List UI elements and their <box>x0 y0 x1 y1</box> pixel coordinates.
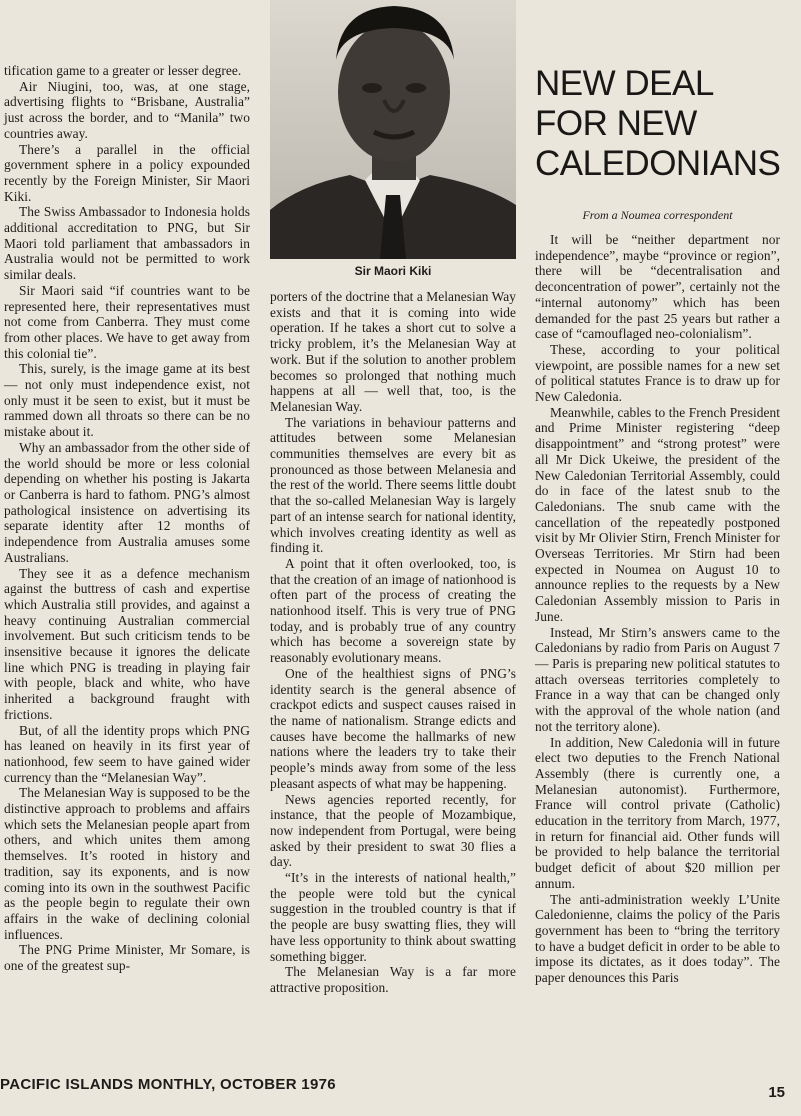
page-number: 15 <box>768 1084 785 1101</box>
article-paragraph: porters of the doctrine that a Melanesian Way exists and that it is coming into wide operation. If he takes a short cut to solve a tricky problem, it’s the Melanesian Way at work. But if the solution to another problem becomes so prolonged that nothing much happens at all — well that, too, is the Melanesian Way. <box>270 289 516 414</box>
article-column-right <box>535 232 780 986</box>
article-paragraph: The PNG Prime Minister, Mr Somare, is one of the greatest sup- <box>4 942 250 974</box>
article-paragraph: But, of all the identity props which PNG has leaned on heavily in its first year of nationhood, few seem to have gained wider currency than the “Melanesian Way”. <box>4 722 250 785</box>
article-paragraph: tification game to a greater or lesser degree. <box>4 63 242 78</box>
article-byline: From a Noumea correspondent <box>582 208 733 222</box>
article-paragraph: Air Niugini, too, was, at one stage, advertising flights to “Brisbane, Australia” just across the border, and to “Manila” two countries away. <box>4 78 250 141</box>
article-paragraph: The variations in behaviour patterns and attitudes between some Melanesian communities themselves are every bit as pronounced as those between Melanesia and the rest of the world. There seems little doubt that the so-called Melanesian Way is largely part of an intense search for national identity, which involves creating identity as well as finding it. <box>270 414 516 556</box>
article-paragraph: Instead, Mr Stirn’s answers came to the Caledonians by radio from Paris on August 7 — Paris is preparing new political statutes to attach overseas territories completely to France in a way that can be changed only with the approval of the whole nation (and not the territory alone). <box>535 624 780 734</box>
article-column-left <box>4 63 250 974</box>
article-paragraph: These, according to your political viewpoint, are possible names for a new set of political statutes France is to draw up for New Caledonia. <box>535 341 780 405</box>
article-paragraph: “It’s in the interests of national health,” the people were told but the cynical suggestion in the troubled country is that if the people are busy swatting flies, they will have less opportunity to think about swatting something bigger. <box>270 870 516 964</box>
photo-caption: Sir Maori Kiki <box>354 264 432 278</box>
article-paragraph: News agencies reported recently, for instance, that the people of Mozambique, now independent from Portugal, were being asked by their president to swat 30 flies a day. <box>270 791 516 870</box>
article-paragraph: In addition, New Caledonia will in future elect two deputies to the French National Assembly (there is currently one, a Melanesian autonomist). Furthermore, France will control private (Catholic) education in the territory from March, 1977, in return for financial aid. Other funds will be provided to help balance the territorial budget deficit of about $20 million per annum. <box>535 734 780 891</box>
article-column-middle <box>270 289 516 996</box>
headline-line: CALEDONIANS <box>535 144 781 183</box>
portrait-photo <box>270 0 516 259</box>
headline-line: FOR NEW <box>535 104 697 143</box>
article-paragraph: The Melanesian Way is supposed to be the distinctive approach to problems and affairs which sets the Melanesian people apart from others, and which unites them among themselves. It’s rooted in history and tradition, say its exponents, and is now coming into its own in the southwest Pacific as the people begin to regulate their own affairs in the wake of declining colonial influences. <box>4 785 250 942</box>
article-headline <box>535 64 785 184</box>
article-paragraph: They see it as a defence mechanism against the buttress of cash and expertise which Australia still provides, and against a heavy continuing Australian commercial involvement. But such criticism tends to be insensitive because it ignores the delicate line which PNG is treading in playing fair with people, black and white, who have inherited a background fraught with frictions. <box>4 565 250 722</box>
article-paragraph: It will be “neither department nor independence”, maybe “province or region”, there will be “decentralisation and deconcentration of power”, certainly not the “internal autonomy” which has been demanded for the past 25 years but rather a case of “camouflaged neo-colonialism”. <box>535 232 780 342</box>
article-paragraph: There’s a parallel in the official government sphere in a policy expounded recently by the Foreign Minister, Sir Maori Kiki. <box>4 141 250 204</box>
portrait-image <box>270 0 516 259</box>
article-paragraph: The anti-administration weekly L’Unite Caledonienne, claims the policy of the Paris government has been to “bring the territory to have a budget deficit in order to be able to impose its dictates, as it does today”. The paper denounces this Paris <box>535 891 780 986</box>
article-paragraph: One of the healthiest signs of PNG’s identity search is the general absence of crackpot edicts and suspect causes raised in the name of nationalism. Strange edicts and causes have become the hallmarks of new nations where the leaders try to take their people’s minds away from some of the less pleasant aspects of what may be happening. <box>270 665 516 791</box>
article-paragraph: This, surely, is the image game at its best — not only must independence exist, not only must it be seen to exist, but it must be rammed down all throats so there can be no mistake about it. <box>4 361 250 440</box>
article-paragraph: Why an ambassador from the other side of the world should be more or less colonial depending on whether his posting is Jakarta or Canberra is hard to fathom. PNG’s almost pathological insistence on advertising its separate identity after 12 months of independence from Australia amuses some Australians. <box>4 439 250 565</box>
article-paragraph: The Swiss Ambassador to Indonesia holds additional accreditation to PNG, but Sir Maori told parliament that ambassadors in Australia would not be permitted to work similar deals. <box>4 204 250 283</box>
article-paragraph: Sir Maori said “if countries want to be represented here, their representatives must not come from Canberra. They must come from other places. We have to get away from this colonial tie”. <box>4 282 250 361</box>
article-paragraph: Meanwhile, cables to the French President and Prime Minister registering “deep disappointment” and “strong protest” were all Mr Dick Ukeiwe, the president of the New Caledonian Territorial Assembly, could do in face of the latest snub to the Caledonians. The snub came with the cancellation of the repeatedly postponed visit by Mr Olivier Stirn, French Minister for Overseas Territories. Mr Stirn had been expected in Noumea on August 10 to announce replies to the requests by a New Caledonian Assembly mission to Paris in June. <box>535 404 780 624</box>
article-paragraph: The Melanesian Way is a far more attractive proposition. <box>270 964 516 995</box>
article-paragraph: A point that it often overlooked, too, is that the creation of an image of nationhood is often part of the process of creating the nationhood itself. This is very true of PNG today, and is probably true of any country which has become a sovereign state by reasonably evolutionary means. <box>270 555 516 666</box>
publication-footer: PACIFIC ISLANDS MONTHLY, OCTOBER 1976 <box>0 1076 336 1093</box>
headline-line: NEW DEAL <box>535 64 714 103</box>
